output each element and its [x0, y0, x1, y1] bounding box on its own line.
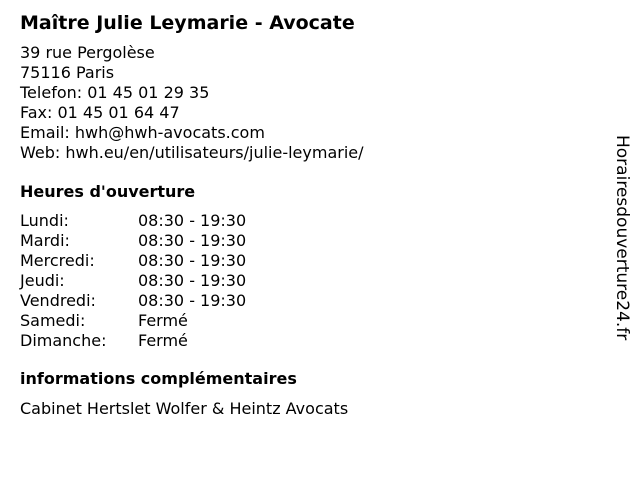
day-hours: 08:30 - 19:30 — [138, 231, 247, 250]
day-hours: 08:30 - 19:30 — [138, 211, 247, 230]
hours-row — [20, 331, 600, 351]
site-watermark: Horairesdouverture24.fr — [612, 135, 632, 341]
hours-heading: Heures d'ouverture — [20, 182, 196, 201]
day-label: Jeudi: — [20, 271, 65, 290]
phone-number: Telefon: 01 45 01 29 35 — [20, 83, 210, 102]
day-hours: Fermé — [138, 331, 188, 350]
day-label: Samedi: — [20, 311, 86, 330]
day-hours: 08:30 - 19:30 — [138, 291, 247, 310]
business-card — [20, 11, 600, 419]
business-title: Maître Julie Leymarie - Avocate — [20, 12, 355, 34]
email-address: Email: hwh@hwh-avocats.com — [20, 123, 265, 142]
hours-row — [20, 271, 600, 291]
hours-row — [20, 251, 600, 271]
day-label: Mercredi: — [20, 251, 95, 270]
hours-row — [20, 231, 600, 251]
website-address: Web: hwh.eu/en/utilisateurs/julie-leymarie/ — [20, 143, 364, 162]
day-label: Dimanche: — [20, 331, 107, 350]
address-city: 75116 Paris — [20, 63, 115, 82]
day-label: Vendredi: — [20, 291, 96, 310]
hours-table — [20, 211, 600, 351]
day-hours: Fermé — [138, 311, 188, 330]
contact-block — [20, 43, 600, 163]
day-hours: 08:30 - 19:30 — [138, 251, 247, 270]
hours-row — [20, 311, 600, 331]
hours-row — [20, 291, 600, 311]
day-label: Lundi: — [20, 211, 69, 230]
fax-number: Fax: 01 45 01 64 47 — [20, 103, 180, 122]
info-heading: informations complémentaires — [20, 369, 297, 388]
day-label: Mardi: — [20, 231, 70, 250]
address-street: 39 rue Pergolèse — [20, 43, 155, 62]
info-text: Cabinet Hertslet Wolfer & Heintz Avocats — [20, 399, 349, 418]
day-hours: 08:30 - 19:30 — [138, 271, 247, 290]
hours-row — [20, 211, 600, 231]
